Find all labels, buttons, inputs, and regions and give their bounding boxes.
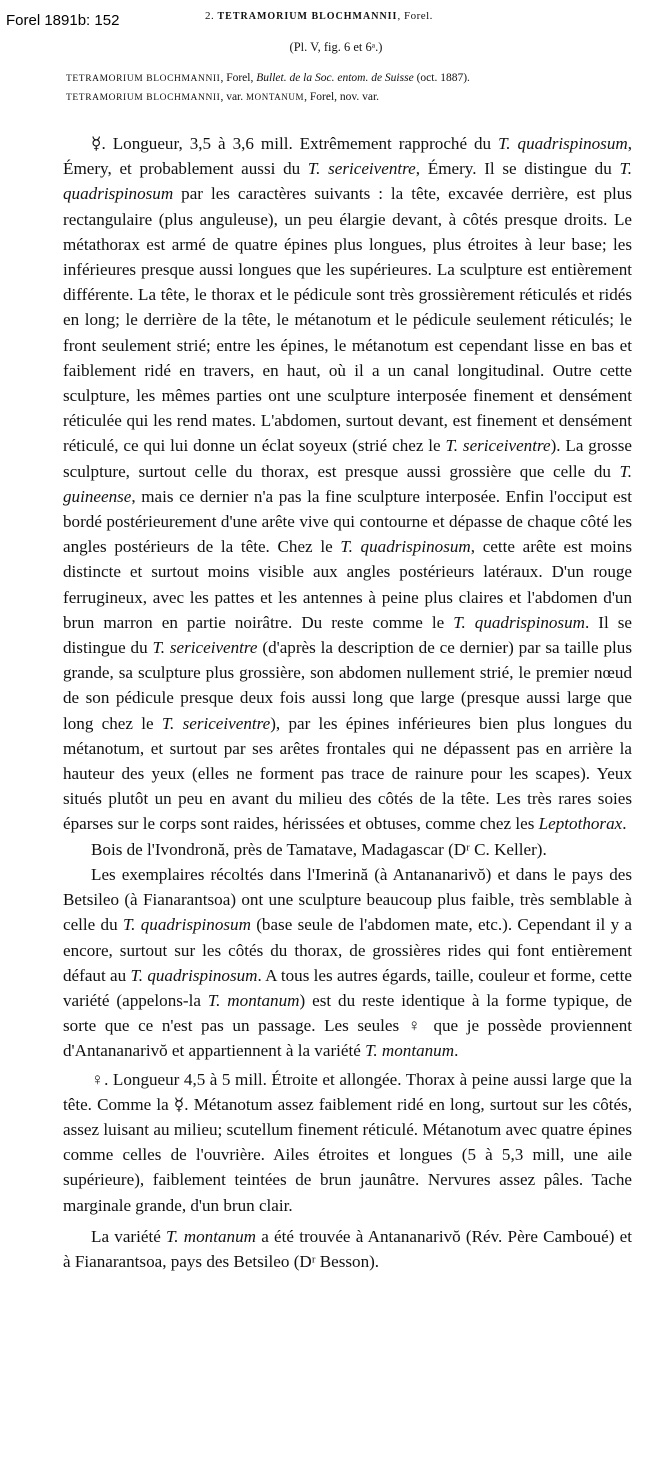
synonymy-line-1: [66, 70, 626, 88]
text-run: ). La grosse sculpture, surtout celle du thorax, est presque aussi grossière que celle du: [63, 436, 632, 481]
taxon-name: T. quadrispinosum: [122, 915, 251, 935]
species-author: , Forel.: [397, 10, 433, 22]
taxon-name: T. quadrispinosum: [63, 159, 632, 204]
synonym-var-prefix: , var.: [220, 91, 247, 103]
taxon-name: T. montanum: [365, 1041, 455, 1061]
locality-paragraph: [63, 837, 632, 862]
synonym-author: , Forel,: [220, 72, 257, 84]
text-run: , Émery. Il se distingue du: [415, 159, 620, 179]
text-run: .: [622, 814, 627, 834]
reference-label: Forel 1891b: 152: [6, 12, 120, 29]
taxon-name: T. sericeiventre: [152, 638, 258, 658]
text-run: .: [454, 1041, 459, 1061]
synonymy-line-2: [66, 89, 626, 107]
text-run: ) est du reste identique à la forme typique, de sorte que ce n'est pas un passage. Les seules ♀ que je possède proviennent d'Antananarivŏ et appartiennent à la variété: [63, 990, 632, 1061]
taxon-name: T. montanum: [166, 1226, 256, 1246]
variety-locality-paragraph: [63, 1224, 632, 1274]
synonym-date: (oct. 1887).: [413, 72, 470, 84]
text-run: ☿. Longueur, 3,5 à 3,6 mill. Extrêmement rapproché du: [91, 134, 499, 153]
taxon-name: T. sericeiventre: [161, 713, 271, 733]
text-run: . Il se distingue du: [63, 612, 632, 658]
species-number: 2.: [205, 10, 215, 22]
taxon-name: T. quadrispinosum: [130, 965, 258, 985]
taxon-name: T. quadrispinosum: [498, 134, 628, 153]
worker-description: [63, 131, 632, 837]
variety-name: MONTANUM: [246, 92, 305, 102]
text-run: ♀. Longueur 4,5 à 5 mill. Étroite et allongée. Thorax à peine aussi large que la tête. Comme la ☿. Métanotum assez faiblement ridé en long, surtout sur les côtés, assez luisant au milieu; scutellum finement réticulé. Métanotum avec quatre épines comme celles de l'ouvrière. Ailes étroites et longues (5 à 5,3 mill, une aile supérieure), faiblement teintées de brun jaunâtre. Nervures assez pâles. Tache marginale grande, d'un brun clair.: [63, 1069, 632, 1215]
synonym-status: , Forel, nov. var.: [304, 91, 380, 103]
synonym-name: TETRAMORIUM BLOCHMANNII: [66, 93, 221, 103]
plate-reference: (Pl. V, fig. 6 et 6ᵃ.): [289, 40, 383, 54]
taxon-name: T. sericeiventre: [307, 159, 416, 179]
taxon-name: T. guineense: [63, 461, 632, 506]
text-run: . A tous les autres égards, taille, couleur et forme, cette variété (appelons-la: [63, 965, 632, 1010]
text-run: (d'après la description de ce dernier) par sa taille plus grande, sa sculpture plus grossière, son abdomen nullement strié, le premier nœud de son pédicule presque deux fois aussi long que large (presque aussi large que long chez le: [63, 638, 632, 733]
text-run: , Émery, et probablement aussi du: [63, 134, 632, 179]
text-run: a été trouvée à Antananarivŏ (Rév. Père Camboué) et à Fianarantsoa, pays des Betsileo (Dʳ Besson).: [63, 1226, 632, 1271]
text-run: Les exemplaires récoltés dans l'Imerină (à Antananarivŏ) et dans le pays des Betsileo (à Fianarantsoa) ont une sculpture beaucoup plus faible, très semblable à celle du: [63, 864, 632, 935]
text-run: (base seule de l'abdomen mate, etc.). Cependant il y a encore, surtout sur les côtés du thorax, de grossières rides qui font entièrement défaut au: [63, 915, 632, 985]
text-run: par les caractères suivants : la tête, excavée derrière, est plus rectangulaire (plus anguleuse), un peu élargie devant, à côtés presque droits. Le métathorax est armé de quatre épines plus longues, plus étroites à leur base; les inférieures presque aussi longues que les supérieures. La sculpture est entièrement différente. La tête, le thorax et le pédicule sont très grossièrement réticulés et ridés en long; le derrière de la tête, le métanotum et le pédicule seulement réticulés; le front seulement strié; entre les épines, le métanotum est cependant lisse en bas et faiblement ridé en travers, en haut, où il a un canal longitudinal. Outre cette sculpture, les mêmes parties ont une sculpture interposée finement et densément réticulée qui les rend mates. L'abdomen, surtout devant, est finement et densément réticulé, ce qui lui donne un éclat soyeux (strié chez le: [63, 184, 632, 456]
text-run: La variété: [91, 1226, 167, 1246]
taxon-name: T. montanum: [207, 990, 300, 1010]
female-description: [63, 1067, 632, 1218]
synonym-name: TETRAMORIUM BLOCHMANNII: [66, 74, 221, 84]
species-name: TETRAMORIUM BLOCHMANNII: [217, 11, 398, 22]
text-run: , mais ce dernier n'a pas la fine sculpture interposée. Enfin l'occiput est bordé postérieurement d'une arête vive qui contourne et dépasse de chaque côté les angles postérieurs de la tête. Chez le: [63, 486, 632, 557]
text-run: ), par les épines inférieures bien plus longues du métanotum, et surtout par ses arêtes frontales qui ne dépassent pas en arrière la hauteur des yeux (elles ne forment pas trace de rainure pour les scapes). Yeux situés plutôt un peu en avant du milieu des côtés de la tête. Les très rares soies éparses sur le corps sont raides, hérissées et obtuses, comme chez les: [63, 713, 632, 834]
text-run: , cette arête est moins distincte et surtout moins visible aux angles postérieurs latéraux. D'un rouge ferrugineux, avec les pattes et les antennes à peine plus claires et l'abdomen d'un brun marron en partie noirâtre. Du reste comme le: [63, 537, 632, 632]
synonym-publication: Bullet. de la Soc. entom. de Suisse: [256, 72, 414, 84]
species-heading: [205, 10, 433, 22]
text-run: Bois de l'Ivondronă, près de Tamatave, Madagascar (Dʳ C. Keller).: [91, 839, 547, 859]
taxon-name: T. sericeiventre: [445, 436, 551, 456]
description-body: [63, 131, 632, 1274]
taxon-name: T. quadrispinosum: [453, 612, 585, 632]
variety-paragraph: [63, 862, 632, 1064]
taxon-name: Leptothorax: [538, 814, 623, 834]
taxon-name: T. quadrispinosum: [340, 537, 471, 557]
